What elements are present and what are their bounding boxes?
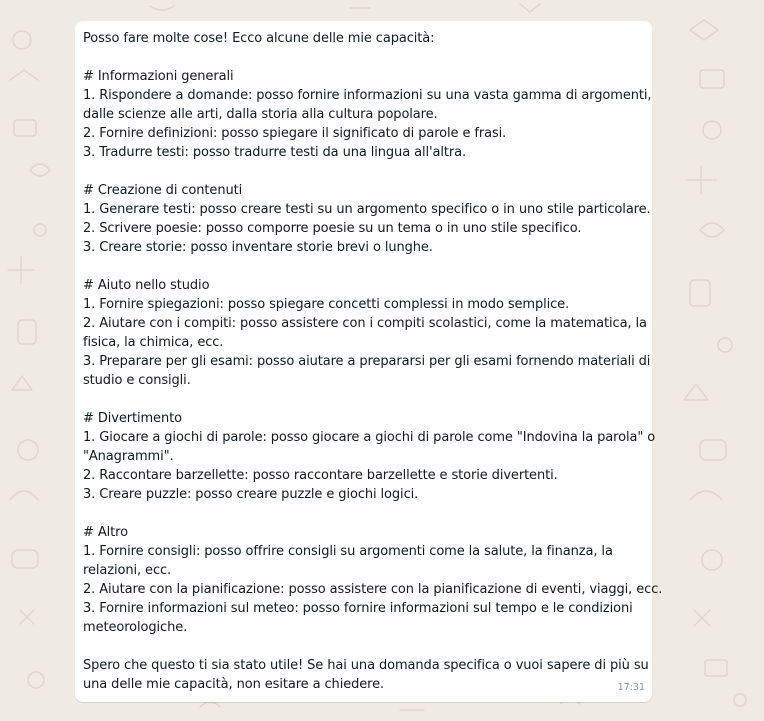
section-line: relazioni, ecc. <box>83 563 172 578</box>
paragraph-spacer <box>83 257 642 276</box>
section-line: 2. Aiutare con la pianificazione: posso assistere con la pianificazione di eventi, viaggi, ecc. <box>83 582 663 597</box>
section-heading: # Aiuto nello studio <box>83 278 210 293</box>
message-timestamp: 17:31 <box>617 682 645 693</box>
section-line: 2. Fornire definizioni: posso spiegare il significato di parole e frasi. <box>83 126 507 141</box>
section-line: 1. Generare testi: posso creare testi su un argomento specifico o in uno stile particolare. <box>83 202 651 217</box>
paragraph-spacer <box>83 637 642 656</box>
section-heading: # Creazione di contenuti <box>83 183 243 198</box>
section-line: 2. Aiutare con i compiti: posso assistere con i compiti scolastici, come la matematica, la <box>83 316 647 331</box>
message-intro: Posso fare molte cose! Ecco alcune delle mie capacità: <box>83 31 435 46</box>
section-line: studio e consigli. <box>83 373 191 388</box>
section-line: "Anagrammi". <box>83 449 174 464</box>
message-closing-line: Spero che questo ti sia stato utile! Se hai una domanda specifica o vuoi sapere di più su <box>83 658 649 673</box>
message-closing-line: una delle mie capacità, non esitare a chiedere. <box>83 677 385 692</box>
section-line: 3. Tradurre testi: posso tradurre testi da una lingua all'altra. <box>83 145 466 160</box>
section-heading: # Informazioni generali <box>83 69 234 84</box>
message-bubble[interactable] <box>75 21 663 702</box>
section-line: fisica, la chimica, ecc. <box>83 335 224 350</box>
paragraph-spacer <box>83 504 642 523</box>
section-line: 2. Scrivere poesie: posso comporre poesie su un tema o in uno stile specifico. <box>83 221 582 236</box>
section-line: 1. Giocare a giochi di parole: posso giocare a giochi di parole come "Indovina la parola" o <box>83 430 656 445</box>
section-line: meteorologiche. <box>83 620 188 635</box>
section-heading: # Altro <box>83 525 128 540</box>
section-line: 1. Fornire consigli: posso offrire consigli su argomenti come la salute, la finanza, la <box>83 544 613 559</box>
section-heading: # Divertimento <box>83 411 182 426</box>
section-line: 3. Fornire informazioni sul meteo: posso fornire informazioni sul tempo e le condizioni <box>83 601 633 616</box>
section-line: 3. Creare storie: posso inventare storie brevi o lunghe. <box>83 240 433 255</box>
paragraph-spacer <box>83 390 642 409</box>
section-line: 1. Rispondere a domande: posso fornire informazioni su una vasta gamma di argomenti, <box>83 88 652 103</box>
section-line: dalle scienze alle arti, dalla storia alla cultura popolare. <box>83 107 438 122</box>
paragraph-spacer <box>83 162 642 181</box>
section-line: 2. Raccontare barzellette: posso raccontare barzellette e storie divertenti. <box>83 468 558 483</box>
section-line: 3. Preparare per gli esami: posso aiutare a prepararsi per gli esami fornendo materiali di <box>83 354 651 369</box>
section-line: 1. Fornire spiegazioni: posso spiegare concetti complessi in modo semplice. <box>83 297 570 312</box>
paragraph-spacer <box>83 48 642 67</box>
section-line: 3. Creare puzzle: posso creare puzzle e giochi logici. <box>83 487 419 502</box>
